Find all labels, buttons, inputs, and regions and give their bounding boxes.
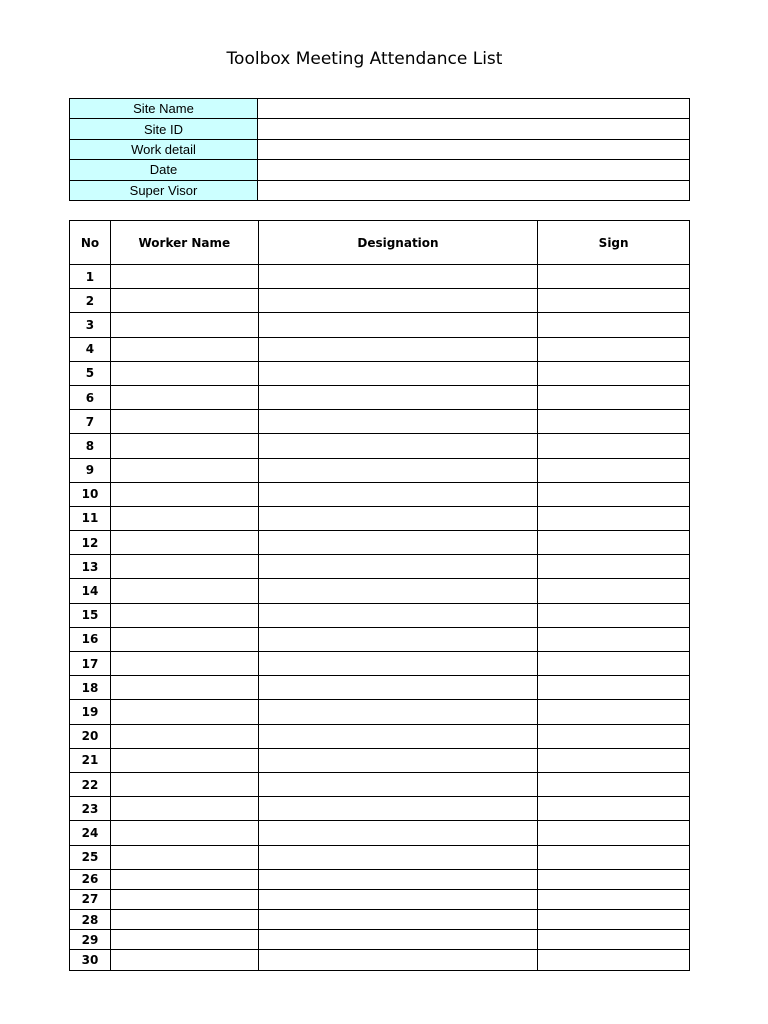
worker-name-cell[interactable] [110, 889, 258, 909]
attendance-row [70, 482, 690, 506]
attendance-row [70, 506, 690, 530]
attendance-row [70, 434, 690, 458]
designation-cell[interactable] [258, 385, 538, 409]
worker-name-cell[interactable] [110, 950, 258, 970]
info-label: Site ID [70, 119, 258, 139]
attendance-row [70, 772, 690, 796]
designation-cell[interactable] [258, 724, 538, 748]
designation-cell[interactable] [258, 930, 538, 950]
designation-cell[interactable] [258, 821, 538, 845]
row-number: 14 [70, 579, 111, 603]
row-number: 12 [70, 531, 111, 555]
worker-name-cell[interactable] [110, 506, 258, 530]
sign-cell[interactable] [538, 410, 690, 434]
attendance-row [70, 265, 690, 289]
sign-cell[interactable] [538, 289, 690, 313]
row-number: 9 [70, 458, 111, 482]
designation-cell[interactable] [258, 652, 538, 676]
header-sign: Sign [538, 221, 690, 265]
sign-cell[interactable] [538, 930, 690, 950]
sign-cell[interactable] [538, 265, 690, 289]
attendance-row [70, 930, 690, 950]
worker-name-cell[interactable] [110, 700, 258, 724]
attendance-row [70, 845, 690, 869]
worker-name-cell[interactable] [110, 531, 258, 555]
sign-cell[interactable] [538, 889, 690, 909]
row-number: 8 [70, 434, 111, 458]
row-number: 10 [70, 482, 111, 506]
row-number: 3 [70, 313, 111, 337]
worker-name-cell[interactable] [110, 676, 258, 700]
sign-cell[interactable] [538, 950, 690, 970]
sign-cell[interactable] [538, 531, 690, 555]
row-number: 5 [70, 361, 111, 385]
designation-cell[interactable] [258, 265, 538, 289]
worker-name-cell[interactable] [110, 458, 258, 482]
designation-cell[interactable] [258, 889, 538, 909]
header-worker-name: Worker Name [110, 221, 258, 265]
sign-cell[interactable] [538, 845, 690, 869]
designation-cell[interactable] [258, 555, 538, 579]
attendance-row [70, 531, 690, 555]
info-row [70, 99, 690, 119]
header-no: No [70, 221, 111, 265]
info-value-field[interactable] [258, 119, 690, 139]
info-row [70, 139, 690, 159]
sign-cell[interactable] [538, 385, 690, 409]
worker-name-cell[interactable] [110, 313, 258, 337]
row-number: 13 [70, 555, 111, 579]
worker-name-cell[interactable] [110, 652, 258, 676]
attendance-row [70, 603, 690, 627]
designation-cell[interactable] [258, 845, 538, 869]
sign-cell[interactable] [538, 627, 690, 651]
attendance-row [70, 869, 690, 889]
worker-name-cell[interactable] [110, 772, 258, 796]
info-label: Site Name [70, 99, 258, 119]
attendance-row [70, 627, 690, 651]
worker-name-cell[interactable] [110, 434, 258, 458]
attendance-row [70, 361, 690, 385]
row-number: 20 [70, 724, 111, 748]
designation-cell[interactable] [258, 313, 538, 337]
attendance-row [70, 313, 690, 337]
sign-cell[interactable] [538, 337, 690, 361]
site-info-table [69, 98, 690, 201]
attendance-row [70, 700, 690, 724]
worker-name-cell[interactable] [110, 797, 258, 821]
row-number: 29 [70, 930, 111, 950]
sign-cell[interactable] [538, 652, 690, 676]
attendance-row [70, 458, 690, 482]
worker-name-cell[interactable] [110, 821, 258, 845]
worker-name-cell[interactable] [110, 603, 258, 627]
designation-cell[interactable] [258, 700, 538, 724]
info-value-field[interactable] [258, 99, 690, 119]
row-number: 1 [70, 265, 111, 289]
attendance-row [70, 676, 690, 700]
sign-cell[interactable] [538, 482, 690, 506]
designation-cell[interactable] [258, 410, 538, 434]
designation-cell[interactable] [258, 531, 538, 555]
attendance-row [70, 555, 690, 579]
attendance-row [70, 337, 690, 361]
designation-cell[interactable] [258, 289, 538, 313]
sign-cell[interactable] [538, 821, 690, 845]
designation-cell[interactable] [258, 950, 538, 970]
attendance-row [70, 579, 690, 603]
designation-cell[interactable] [258, 482, 538, 506]
designation-cell[interactable] [258, 579, 538, 603]
worker-name-cell[interactable] [110, 748, 258, 772]
designation-cell[interactable] [258, 337, 538, 361]
designation-cell[interactable] [258, 506, 538, 530]
sign-cell[interactable] [538, 676, 690, 700]
info-value-field[interactable] [258, 139, 690, 159]
row-number: 30 [70, 950, 111, 970]
worker-name-cell[interactable] [110, 289, 258, 313]
worker-name-cell[interactable] [110, 337, 258, 361]
attendance-row [70, 385, 690, 409]
info-value-field[interactable] [258, 180, 690, 200]
sign-cell[interactable] [538, 506, 690, 530]
row-number: 25 [70, 845, 111, 869]
designation-cell[interactable] [258, 869, 538, 889]
row-number: 28 [70, 910, 111, 930]
designation-cell[interactable] [258, 627, 538, 651]
row-number: 17 [70, 652, 111, 676]
designation-cell[interactable] [258, 603, 538, 627]
row-number: 22 [70, 772, 111, 796]
attendance-row [70, 652, 690, 676]
sign-cell[interactable] [538, 361, 690, 385]
worker-name-cell[interactable] [110, 579, 258, 603]
info-row [70, 160, 690, 180]
worker-name-cell[interactable] [110, 930, 258, 950]
info-row [70, 180, 690, 200]
row-number: 2 [70, 289, 111, 313]
sign-cell[interactable] [538, 579, 690, 603]
sign-cell[interactable] [538, 313, 690, 337]
row-number: 11 [70, 506, 111, 530]
worker-name-cell[interactable] [110, 869, 258, 889]
sign-cell[interactable] [538, 434, 690, 458]
row-number: 24 [70, 821, 111, 845]
designation-cell[interactable] [258, 434, 538, 458]
row-number: 16 [70, 627, 111, 651]
info-value-field[interactable] [258, 160, 690, 180]
sign-cell[interactable] [538, 700, 690, 724]
designation-cell[interactable] [258, 797, 538, 821]
row-number: 4 [70, 337, 111, 361]
worker-name-cell[interactable] [110, 910, 258, 930]
row-number: 6 [70, 385, 111, 409]
attendance-row [70, 410, 690, 434]
header-designation: Designation [258, 221, 538, 265]
attendance-row [70, 821, 690, 845]
row-number: 19 [70, 700, 111, 724]
worker-name-cell[interactable] [110, 555, 258, 579]
sign-cell[interactable] [538, 458, 690, 482]
worker-name-cell[interactable] [110, 265, 258, 289]
attendance-row [70, 748, 690, 772]
row-number: 23 [70, 797, 111, 821]
sign-cell[interactable] [538, 724, 690, 748]
attendance-row [70, 889, 690, 909]
worker-name-cell[interactable] [110, 410, 258, 434]
sign-cell[interactable] [538, 910, 690, 930]
row-number: 7 [70, 410, 111, 434]
attendance-row [70, 724, 690, 748]
sign-cell[interactable] [538, 869, 690, 889]
sign-cell[interactable] [538, 555, 690, 579]
row-number: 26 [70, 869, 111, 889]
sign-cell[interactable] [538, 748, 690, 772]
document-title: Toolbox Meeting Attendance List [226, 49, 503, 69]
row-number: 15 [70, 603, 111, 627]
row-number: 21 [70, 748, 111, 772]
info-row [70, 119, 690, 139]
designation-cell[interactable] [258, 748, 538, 772]
attendance-table [69, 220, 690, 971]
sign-cell[interactable] [538, 603, 690, 627]
attendance-row [70, 289, 690, 313]
sign-cell[interactable] [538, 797, 690, 821]
designation-cell[interactable] [258, 458, 538, 482]
designation-cell[interactable] [258, 910, 538, 930]
designation-cell[interactable] [258, 772, 538, 796]
worker-name-cell[interactable] [110, 845, 258, 869]
sign-cell[interactable] [538, 772, 690, 796]
designation-cell[interactable] [258, 676, 538, 700]
info-label: Super Visor [70, 180, 258, 200]
attendance-row [70, 797, 690, 821]
worker-name-cell[interactable] [110, 724, 258, 748]
row-number: 27 [70, 889, 111, 909]
worker-name-cell[interactable] [110, 627, 258, 651]
worker-name-cell[interactable] [110, 361, 258, 385]
attendance-row [70, 910, 690, 930]
row-number: 18 [70, 676, 111, 700]
info-label: Date [70, 160, 258, 180]
info-label: Work detail [70, 139, 258, 159]
worker-name-cell[interactable] [110, 385, 258, 409]
attendance-row [70, 950, 690, 970]
worker-name-cell[interactable] [110, 482, 258, 506]
attendance-header-row [70, 221, 690, 265]
designation-cell[interactable] [258, 361, 538, 385]
